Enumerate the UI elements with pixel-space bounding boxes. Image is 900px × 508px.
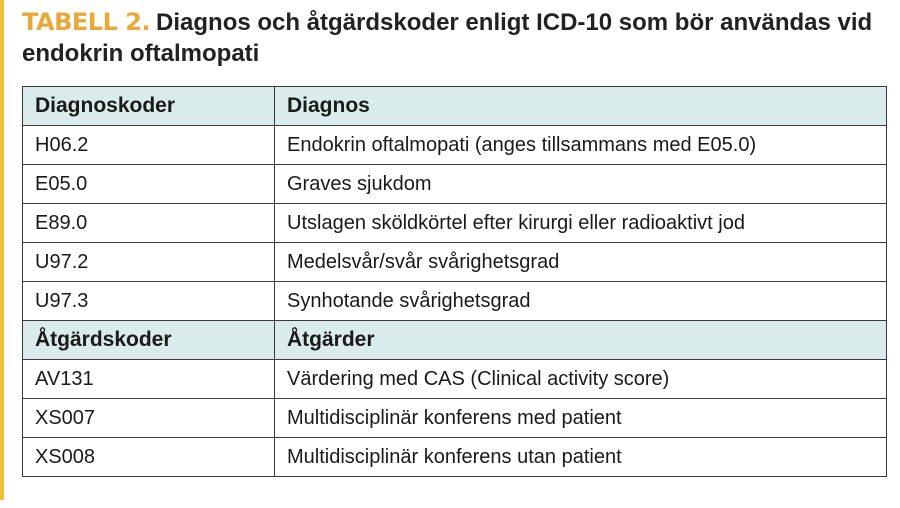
header-cell: Åtgärdskoder: [23, 321, 275, 360]
table-row: [23, 399, 887, 438]
description-cell: Graves sjukdom: [275, 165, 887, 204]
table-row: [23, 126, 887, 165]
description-cell: Medelsvår/svår svårighetsgrad: [275, 243, 887, 282]
description-cell: Värdering med CAS (Clinical activity score): [275, 360, 887, 399]
code-cell: XS007: [23, 399, 275, 438]
table-label: TABELL 2.: [22, 8, 151, 36]
table-row: [23, 282, 887, 321]
code-cell: H06.2: [23, 126, 275, 165]
description-cell: Synhotande svårighetsgrad: [275, 282, 887, 321]
code-cell: E89.0: [23, 204, 275, 243]
header-cell: Diagnos: [275, 87, 887, 126]
table-title: Diagnos och åtgärdskoder enligt ICD-10 som bör användas vid endokrin oftalmopati: [22, 9, 873, 67]
code-cell: E05.0: [23, 165, 275, 204]
table-row: [23, 243, 887, 282]
table-row: [23, 360, 887, 399]
header-cell: Diagnoskoder: [23, 87, 275, 126]
code-cell: U97.3: [23, 282, 275, 321]
description-cell: Multidisciplinär konferens med patient: [275, 399, 887, 438]
description-cell: Endokrin oftalmopati (anges tillsammans med E05.0): [275, 126, 887, 165]
code-cell: AV131: [23, 360, 275, 399]
accent-bar: [0, 0, 4, 500]
header-row-procedures: [23, 321, 887, 360]
table-row: [23, 438, 887, 477]
header-row-diagnoses: [23, 87, 887, 126]
icd-code-table: [22, 86, 887, 477]
table-row: [23, 204, 887, 243]
table-row: [23, 165, 887, 204]
code-cell: U97.2: [23, 243, 275, 282]
description-cell: Multidisciplinär konferens utan patient: [275, 438, 887, 477]
table-caption: [22, 7, 882, 69]
header-cell: Åtgärder: [275, 321, 887, 360]
description-cell: Utslagen sköldkörtel efter kirurgi eller radioaktivt jod: [275, 204, 887, 243]
code-cell: XS008: [23, 438, 275, 477]
